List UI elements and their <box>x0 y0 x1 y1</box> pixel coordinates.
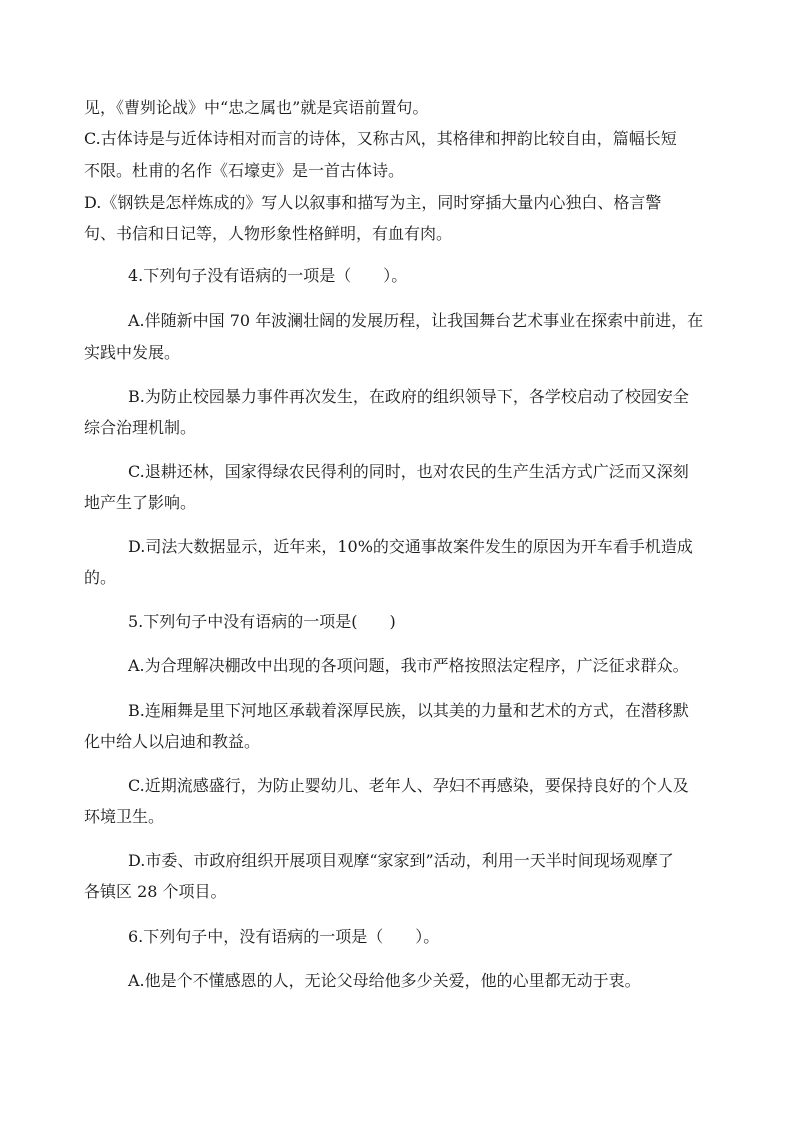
option-d-line: 句、书信和日记等，人物形象性格鲜明，有血有肉。 <box>84 224 453 243</box>
question-5-stem: 5.下列句子中没有语病的一项是( ) <box>128 612 396 631</box>
q4-option-c: C.退耕还林，国家得绿农民得利的同时，也对农民的生产生活方式广泛而又深刻 <box>128 462 689 481</box>
option-d-line: D.《钢铁是怎样炼成的》写人以叙事和描写为主，同时穿插大量内心独白、格言警 <box>84 193 662 212</box>
q5-option-c: C.近期流感盛行，为防止婴幼儿、老年人、孕妇不再感染，要保持良好的个人及 <box>128 776 689 795</box>
q4-option-d-cont: 的。 <box>84 568 117 587</box>
carryover-line: 见，《曹刿论战》中“忠之属也”就是宾语前置句。 <box>84 98 429 117</box>
option-c-line: 不限。杜甫的名作《石壕吏》是一首古体诗。 <box>84 161 405 180</box>
q5-option-c-cont: 环境卫生。 <box>84 807 165 826</box>
q6-option-a: A.他是个不懂感恩的人，无论父母给他多少关爱，他的心里都无动于衷。 <box>128 971 641 990</box>
q4-option-d: D.司法大数据显示，近年来，10%的交通事故案件发生的原因为开车看手机造成 <box>128 537 693 556</box>
q5-option-d-cont: 各镇区 28 个项目。 <box>84 882 227 901</box>
q4-option-a: A.伴随新中国 70 年波澜壮阔的发展历程，让我国舞台艺术事业在探索中前进，在 <box>128 311 704 330</box>
q5-option-b: B.连厢舞是里下河地区承载着深厚民族，以其美的力量和艺术的方式，在潜移默 <box>128 701 689 720</box>
question-4-stem: 4.下列句子没有语病的一项是（ ）。 <box>128 266 408 285</box>
q4-option-a-cont: 实践中发展。 <box>84 343 181 362</box>
option-c-line: C.古体诗是与近体诗相对而言的诗体，又称古风，其格律和押韵比较自由，篇幅长短 <box>84 129 677 148</box>
q5-option-b-cont: 化中给人以启迪和教益。 <box>84 732 261 751</box>
q4-option-b: B.为防止校园暴力事件再次发生，在政府的组织领导下，各学校启动了校园安全 <box>128 387 689 406</box>
q4-option-b-cont: 综合治理机制。 <box>84 418 197 437</box>
q5-option-d: D.市委、市政府组织开展项目观摩“家家到”活动，利用一天半时间现场观摩了 <box>128 851 674 870</box>
q4-option-c-cont: 地产生了影响。 <box>84 493 197 512</box>
question-6-stem: 6.下列句子中，没有语病的一项是（ ）。 <box>128 927 440 946</box>
q5-option-a: A.为合理解决棚改中出现的各项问题，我市严格按照法定程序，广泛征求群众。 <box>128 656 689 675</box>
